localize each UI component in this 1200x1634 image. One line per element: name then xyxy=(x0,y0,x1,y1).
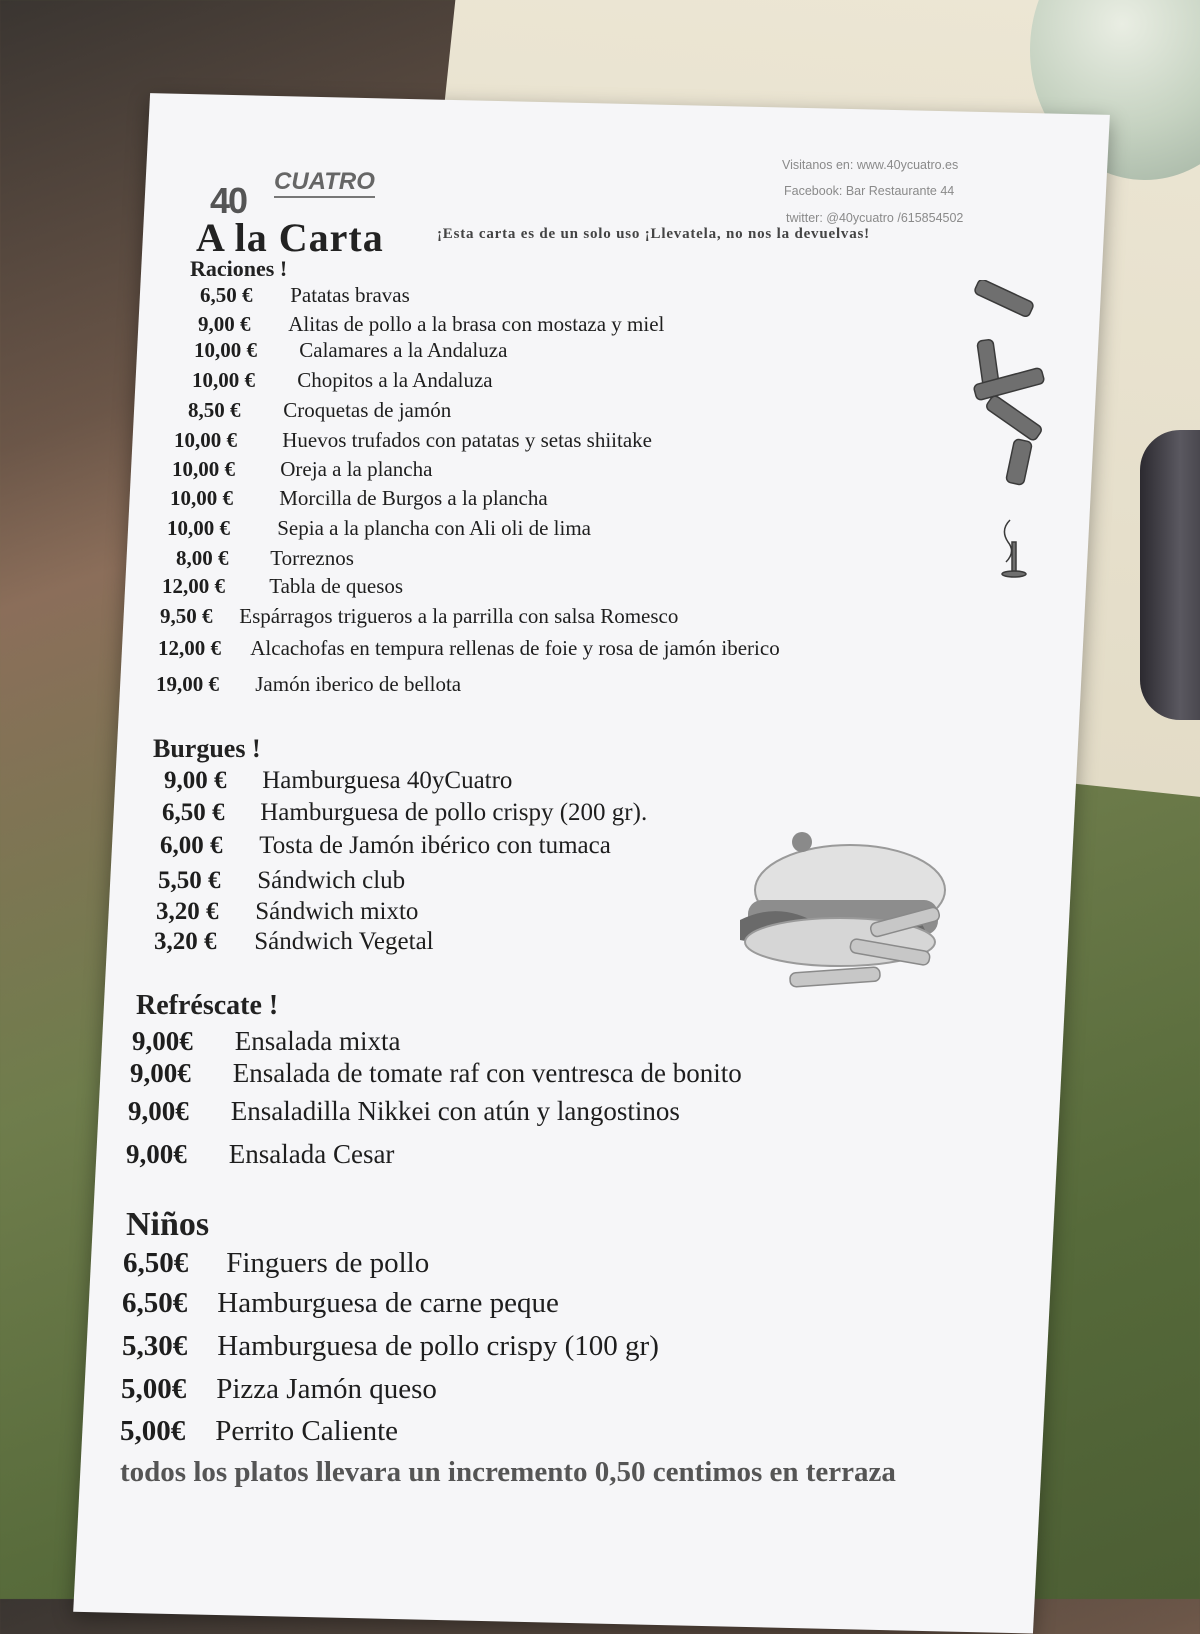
item-price: 9,00€ xyxy=(130,1058,191,1088)
item-price: 6,00 € xyxy=(160,832,223,859)
item-name: Ensalada de tomate raf con ventresca de bonito xyxy=(232,1058,742,1088)
menu-item xyxy=(128,1096,680,1127)
item-name: Ensalada Cesar xyxy=(228,1139,395,1169)
item-price: 3,20 € xyxy=(156,898,219,925)
section-title-refrescate: Refréscate ! xyxy=(136,990,279,1021)
item-name: Espárragos trigueros a la parrilla con salsa Romesco xyxy=(239,604,679,628)
item-price: 8,50 € xyxy=(188,398,241,422)
item-name: Sepia a la plancha con Ali oli de lima xyxy=(277,516,591,540)
item-price: 6,50€ xyxy=(123,1247,189,1279)
item-name: Perrito Caliente xyxy=(215,1415,399,1447)
item-price: 5,00€ xyxy=(120,1415,186,1447)
restaurant-logo xyxy=(210,168,380,220)
item-price: 6,50 € xyxy=(162,799,225,826)
item-name: Sándwich club xyxy=(257,867,406,894)
item-price: 6,50 € xyxy=(200,283,253,307)
item-price: 5,00€ xyxy=(121,1373,187,1405)
item-name: Alitas de pollo a la brasa con mostaza y miel xyxy=(288,312,665,336)
menu-item xyxy=(130,1058,742,1089)
menu-item xyxy=(160,832,611,860)
item-price: 8,00 € xyxy=(176,546,229,570)
menu-item xyxy=(158,867,405,895)
item-name: Hamburguesa de carne peque xyxy=(217,1287,559,1319)
menu-item xyxy=(121,1373,437,1406)
menu-item xyxy=(158,636,780,661)
menu-item xyxy=(167,516,591,541)
menu-item xyxy=(172,457,432,482)
item-name: Ensalada mixta xyxy=(234,1026,401,1056)
item-name: Tosta de Jamón ibérico con tumaca xyxy=(259,832,611,859)
logo-word: CUATRO xyxy=(274,168,375,198)
logo-number: 40 xyxy=(210,180,247,221)
wine-bottles-illustration xyxy=(960,280,1050,590)
menu-item xyxy=(162,574,403,599)
item-name: Huevos trufados con patatas y setas shiitake xyxy=(282,428,652,452)
menu-item xyxy=(192,368,493,393)
item-name: Hamburguesa de pollo crispy (200 gr). xyxy=(260,799,648,826)
item-name: Calamares a la Andaluza xyxy=(299,338,508,362)
item-price: 5,50 € xyxy=(158,867,221,894)
item-name: Tabla de quesos xyxy=(269,574,404,598)
item-price: 9,00€ xyxy=(126,1139,187,1169)
menu-item xyxy=(198,312,664,337)
item-price: 6,50€ xyxy=(122,1287,188,1319)
item-price: 9,00 € xyxy=(164,767,227,794)
item-name: Morcilla de Burgos a la plancha xyxy=(279,486,548,510)
item-name: Hamburguesa de pollo crispy (100 gr) xyxy=(217,1330,659,1362)
menu-item xyxy=(156,898,418,926)
item-name: Finguers de pollo xyxy=(226,1247,430,1279)
item-price: 10,00 € xyxy=(194,338,257,362)
section-title-raciones: Raciones ! xyxy=(190,256,288,281)
menu-item xyxy=(162,799,647,827)
menu-item xyxy=(200,283,410,308)
item-name: Hamburguesa 40yCuatro xyxy=(262,767,513,794)
item-price: 10,00 € xyxy=(192,368,255,392)
item-price: 12,00 € xyxy=(162,574,225,598)
menu-item xyxy=(154,928,434,956)
item-price: 10,00 € xyxy=(174,428,237,452)
menu-item xyxy=(122,1330,659,1363)
menu-item xyxy=(174,428,652,453)
menu-item xyxy=(123,1247,429,1280)
menu-item xyxy=(194,338,507,363)
menu-item xyxy=(132,1026,400,1057)
menu-item xyxy=(120,1415,398,1448)
item-name: Oreja a la plancha xyxy=(280,457,433,481)
item-price: 9,00€ xyxy=(132,1026,193,1056)
menu-item xyxy=(160,604,678,629)
item-price: 9,50 € xyxy=(160,604,213,628)
section-title-ninos: Niños xyxy=(126,1206,210,1243)
menu-item xyxy=(122,1287,559,1320)
item-price: 5,30€ xyxy=(122,1330,188,1362)
item-price: 9,00€ xyxy=(128,1096,189,1126)
menu-item xyxy=(170,486,548,511)
menu-item xyxy=(176,546,354,571)
menu-item xyxy=(164,767,512,795)
item-price: 10,00 € xyxy=(172,457,235,481)
item-price: 9,00 € xyxy=(198,312,251,336)
terrace-surcharge-note: todos los platos llevara un incremento 0,50 centimos en terraza xyxy=(120,1456,896,1488)
menu-item xyxy=(126,1139,394,1170)
item-price: 10,00 € xyxy=(167,516,230,540)
contact-twitter: twitter: @40ycuatro /615854502 xyxy=(786,211,964,225)
item-name: Torreznos xyxy=(270,546,354,570)
item-price: 3,20 € xyxy=(154,928,217,955)
single-use-notice: ¡Esta carta es de un solo uso ¡Llevatela, no nos la devuelvas! xyxy=(437,226,870,242)
item-name: Ensaladilla Nikkei con atún y langostinos xyxy=(230,1096,680,1126)
contact-facebook: Facebook: Bar Restaurante 44 xyxy=(784,184,955,198)
item-name: Sándwich Vegetal xyxy=(254,928,434,955)
item-price: 12,00 € xyxy=(158,636,221,660)
contact-web: Visitanos en: www.40ycuatro.es xyxy=(782,158,959,172)
item-price: 10,00 € xyxy=(170,486,233,510)
section-title-burgues: Burgues ! xyxy=(153,734,261,763)
item-name: Jamón iberico de bellota xyxy=(255,672,462,696)
item-price: 19,00 € xyxy=(156,672,219,696)
menu-item xyxy=(156,672,461,697)
burger-illustration xyxy=(730,820,960,1010)
item-name: Patatas bravas xyxy=(290,283,410,307)
menu-item xyxy=(188,398,451,423)
item-name: Chopitos a la Andaluza xyxy=(297,368,493,392)
item-name: Pizza Jamón queso xyxy=(216,1373,437,1405)
item-name: Sándwich mixto xyxy=(255,898,419,925)
item-name: Croquetas de jamón xyxy=(283,398,452,422)
item-name: Alcachofas en tempura rellenas de foie y rosa de jamón iberico xyxy=(250,636,780,660)
page-title: A la Carta xyxy=(196,215,384,260)
